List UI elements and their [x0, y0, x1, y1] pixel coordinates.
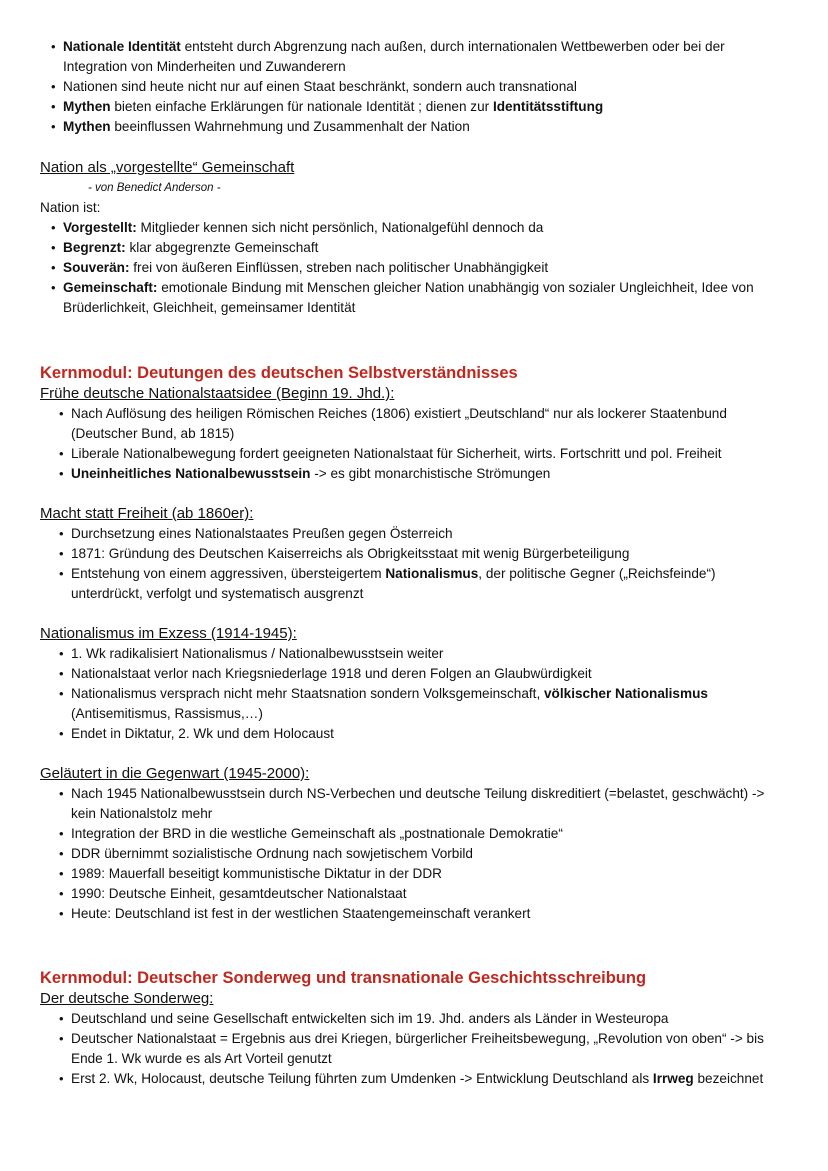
list-item: • Begrenzt: klar abgegrenzte Gemeinschaft	[63, 238, 788, 258]
nation-heading: Nation als „vorgestellte“ Gemeinschaft	[40, 159, 295, 176]
nation-byline: - von Benedict Anderson -	[88, 182, 221, 194]
list-item: • 1871: Gründung des Deutschen Kaiserreichs als Obrigkeitsstaat mit wenig Bürgerbeteiligung	[71, 544, 788, 564]
section-heading: Frühe deutsche Nationalstaatsidee (Beginn 19. Jhd.):	[40, 385, 395, 402]
list-item: • Durchsetzung eines Nationalstaates Preußen gegen Österreich	[71, 524, 788, 544]
list-item: • Nach 1945 Nationalbewusstsein durch NS-Verbechen und deutsche Teilung diskreditiert (=belastet, geschwächt) -> kein Nationalstolz mehr	[71, 784, 788, 824]
list-item: • 1. Wk radikalisiert Nationalismus / Nationalbewusstsein weiter	[71, 644, 788, 664]
list-item: • Entstehung von einem aggressiven, übersteigertem Nationalismus, der politische Gegner („Reichsfeinde“) unterdrückt, verfolgt und systematisch ausgrenzt	[71, 564, 788, 604]
section-list	[40, 784, 788, 924]
list-item: • Nach Auflösung des heiligen Römischen Reiches (1806) existiert „Deutschland“ nur als lockerer Staatenbund (Deutscher Bund, ab 1815)	[71, 404, 788, 444]
list-item: • DDR übernimmt sozialistische Ordnung nach sowjetischem Vorbild	[71, 844, 788, 864]
list-item: • Uneinheitliches Nationalbewusstsein -> es gibt monarchistische Strömungen	[71, 464, 788, 484]
section-list	[40, 644, 788, 744]
section-heading: Geläutert in die Gegenwart (1945-2000):	[40, 765, 310, 782]
list-item: • Souverän: frei von äußeren Einflüssen, streben nach politischer Unabhängigkeit	[63, 258, 788, 278]
list-item: • Heute: Deutschland ist fest in der westlichen Staatengemeinschaft verankert	[71, 904, 788, 924]
list-item: • Mythen bieten einfache Erklärungen für nationale Identität ; dienen zur Identitätsstiftung	[63, 97, 788, 117]
list-item: • Nationalstaat verlor nach Kriegsniederlage 1918 und deren Folgen an Glaubwürdigkeit	[71, 664, 788, 684]
section-heading: Nationalismus im Exzess (1914-1945):	[40, 625, 297, 642]
list-item: • 1990: Deutsche Einheit, gesamtdeutscher Nationalstaat	[71, 884, 788, 904]
section-list	[40, 524, 788, 604]
section-list	[40, 1009, 788, 1089]
list-item: • Nationale Identität entsteht durch Abgrenzung nach außen, durch internationalen Wettbewerben oder bei der Integration von Minderheiten und Zuwanderern	[63, 37, 788, 77]
list-item: • Erst 2. Wk, Holocaust, deutsche Teilung führten zum Umdenken -> Entwicklung Deutschland als Irrweg bezeichnet	[71, 1069, 788, 1089]
nation-intro: Nation ist:	[40, 200, 101, 215]
list-item: • Integration der BRD in die westliche Gemeinschaft als „postnationale Demokratie“	[71, 824, 788, 844]
list-item: • Nationen sind heute nicht nur auf einen Staat beschränkt, sondern auch transnational	[63, 77, 788, 97]
list-item: • Nationalismus versprach nicht mehr Staatsnation sondern Volksgemeinschaft, völkischer Nationalismus (Antisemitismus, Rassismus,…)	[71, 684, 788, 724]
kernmodul-title: Kernmodul: Deutscher Sonderweg und transnationale Geschichtsschreibung	[40, 969, 647, 987]
section-heading: Der deutsche Sonderweg:	[40, 990, 214, 1007]
section-list	[40, 404, 788, 484]
list-item: • Endet in Diktatur, 2. Wk und dem Holocaust	[71, 724, 788, 744]
list-item: • Gemeinschaft: emotionale Bindung mit Menschen gleicher Nation unabhängig von sozialer Ungleichheit, Idee von Brüderlichkeit, Gleichheit, gemeinsamer Identität	[63, 278, 788, 318]
list-item: • 1989: Mauerfall beseitigt kommunistische Diktatur in der DDR	[71, 864, 788, 884]
list-item: • Deutscher Nationalstaat = Ergebnis aus drei Kriegen, bürgerlicher Freiheitsbewegung, „Revolution von oben“ -> bis Ende 1. Wk wurde es als Art Vorteil genutzt	[71, 1029, 788, 1069]
section-heading: Macht statt Freiheit (ab 1860er):	[40, 505, 254, 522]
kernmodul-title: Kernmodul: Deutungen des deutschen Selbstverständnisses	[40, 364, 518, 382]
list-item: • Vorgestellt: Mitglieder kennen sich nicht persönlich, Nationalgefühl dennoch da	[63, 218, 788, 238]
list-item: • Deutschland und seine Gesellschaft entwickelten sich im 19. Jhd. anders als Länder in Westeuropa	[71, 1009, 788, 1029]
list-item: • Liberale Nationalbewegung fordert geeigneten Nationalstaat für Sicherheit, wirts. Fortschritt und pol. Freiheit	[71, 444, 788, 464]
nation-list	[40, 218, 788, 318]
list-item: • Mythen beeinflussen Wahrnehmung und Zusammenhalt der Nation	[63, 117, 788, 137]
intro-list	[40, 37, 788, 137]
